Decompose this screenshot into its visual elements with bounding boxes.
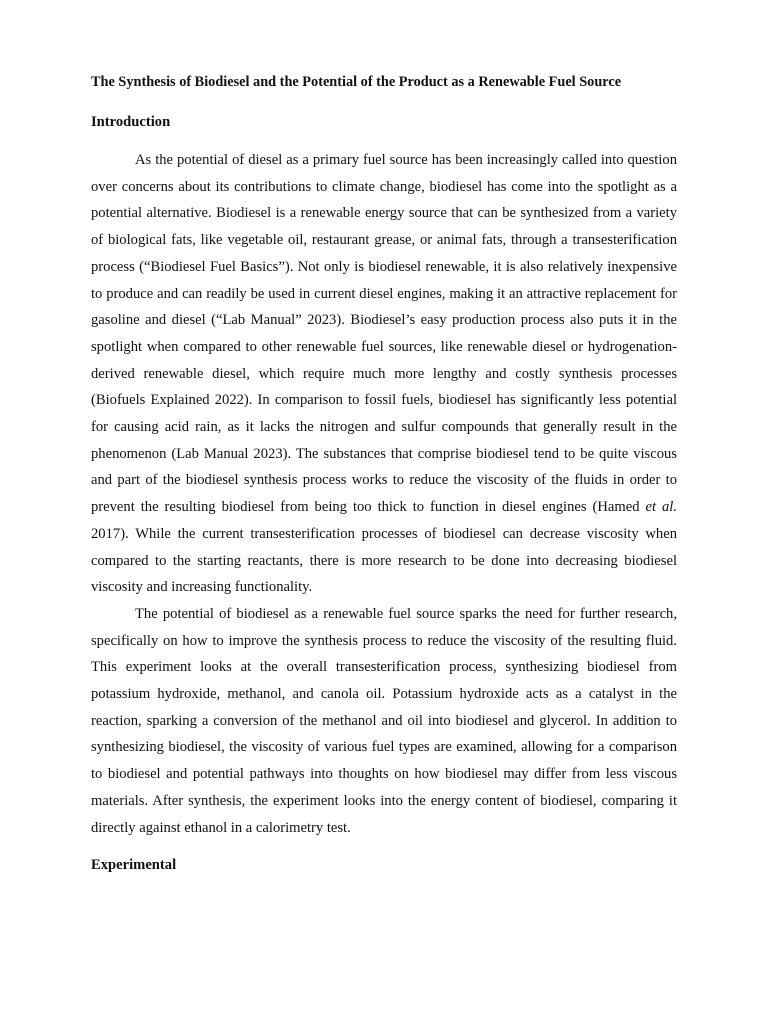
introduction-paragraph-2: The potential of biodiesel as a renewable fuel source sparks the need for further research, specifically on how to improve the synthesis process to reduce the viscosity of the resulting fluid. This experiment looks at the overall transesterification process, synthesizing biodiesel from potassium hydroxide, methanol, and canola oil. Potassium hydroxide acts as a catalyst in the reaction, sparking a conversion of the methanol and oil into biodiesel and glycerol. In addition to synthesizing biodiesel, the viscosity of various fuel types are examined, allowing for a comparison to biodiesel and potential pathways into thoughts on how biodiesel may differ from less viscous materials. After synthesis, the experiment looks into the energy content of biodiesel, comparing it directly against ethanol in a calorimetry test.: [91, 605, 677, 836]
introduction-heading: Introduction: [91, 114, 171, 130]
document-title: The Synthesis of Biodiesel and the Potential of the Product as a Renewable Fuel Source: [91, 74, 622, 90]
document-page: [91, 70, 677, 877]
paragraph-1-text-a: As the potential of diesel as a primary fuel source has been increasingly called into question over concerns about its contributions to climate change, biodiesel has come into the spotlight as a potential alternative. Biodiesel is a renewable energy source that can be synthesized from a variety of biological fats, like vegetable oil, restaurant grease, or animal fats, through a transesterification process (“Biodiesel Fuel Basics”). Not only is biodiesel renewable, it is also relatively inexpensive to produce and can readily be used in current diesel engines, making it an attractive replacement for gasoline and diesel (“Lab Manual” 2023). Biodiesel’s easy production process also puts it in the spotlight when compared to other renewable fuel sources, like renewable diesel or hydrogenation-derived renewable diesel, which require much more lengthy and costly synthesis processes (Biofuels Explained 2022). In comparison to fossil fuels, biodiesel has significantly less potential for causing acid rain, as it lacks the nitrogen and sulfur compounds that generally result in the phenomenon (Lab Manual 2023). The substances that comprise biodiesel tend to be quite viscous and part of the biodiesel synthesis process works to reduce the viscosity of the fluids in order to prevent the resulting biodiesel from being too thick to function in diesel engines (Hamed: [91, 152, 677, 516]
citation-et-al: et al.: [645, 499, 677, 516]
paragraph-1-text-b: 2017). While the current transesterification processes of biodiesel can decrease viscosity when compared to the starting reactants, there is more research to be done into decreasing biodiesel viscosity and increasing functionality.: [91, 525, 677, 596]
experimental-heading: Experimental: [91, 857, 177, 874]
introduction-paragraph-1: [91, 147, 677, 601]
